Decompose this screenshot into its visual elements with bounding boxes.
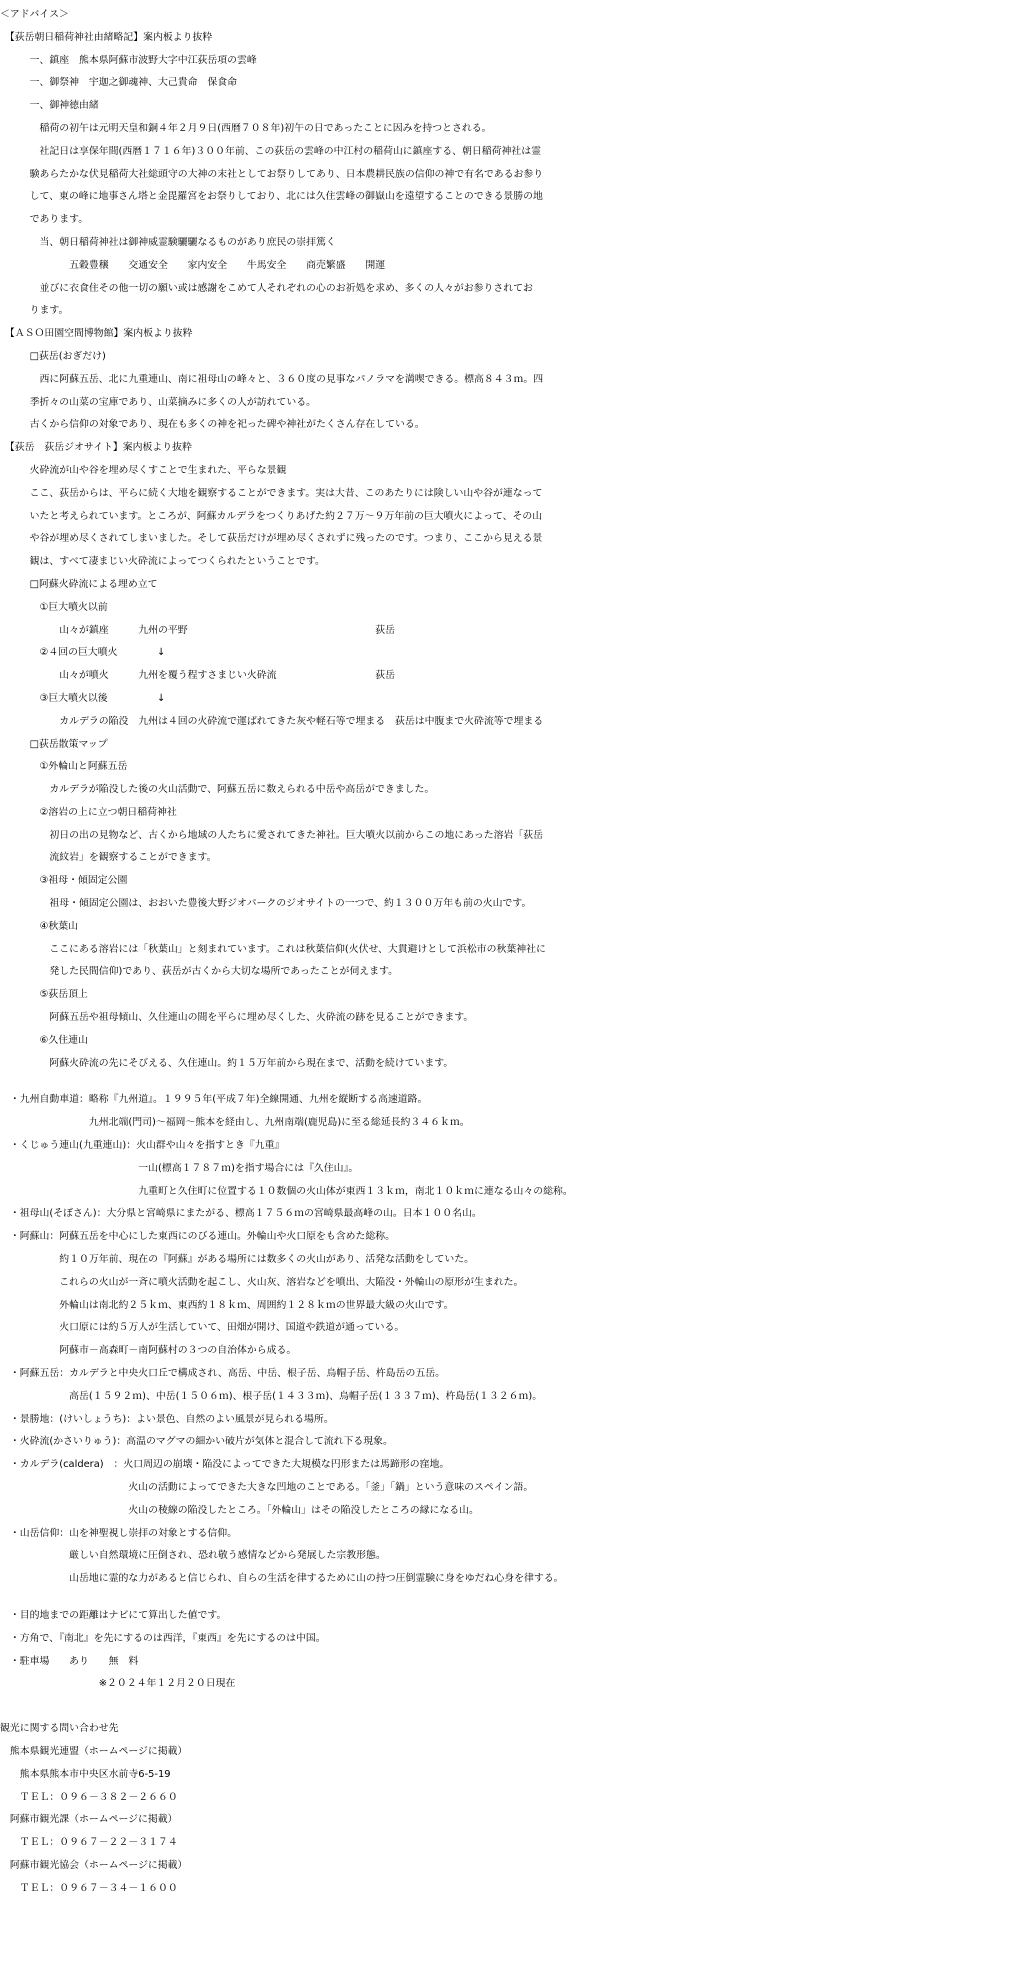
note-line: ・阿蘇五岳：カルデラと中央火口丘で構成され、高岳、中岳、根子岳、烏帽子岳、杵島岳の五岳。 (0, 1368, 445, 1380)
footer-note-line: ※２０２４年１２月２０日現在 (0, 1678, 236, 1690)
note-line: 外輪山は南北約２５ｋｍ、東西約１８ｋｍ、周囲約１２８ｋｍの世界最大級の火山です。 (0, 1299, 454, 1311)
text-line: 流紋岩」を観察することができます。 (0, 852, 217, 864)
text-line: ＜アドバイス＞ (0, 9, 69, 20)
text-line: して、東の峰に地事さん塔と金毘羅宮をお祭りしており、北には久住雲峰の御嶽山を遠望することのできる景勝の地 (0, 191, 543, 203)
text-line: 験あらたかな伏見稲荷大社総頭守の大神の末社としてお祭りしてあり、日本農耕民族の信仰の神で有名であるお参り (0, 168, 544, 180)
text-line: 稲荷の初午は元明天皇和銅４年２月９日(西暦７０８年)初午の日であったことに因みを持つとされる。 (0, 122, 492, 134)
text-line: 祖母・傾固定公園は、おおいた豊後大野ジオパークのジオサイトの一つで、約１３００万年も前の火山です。 (0, 898, 532, 910)
text-line: ③巨大噴火以後 ↓ (0, 692, 166, 704)
contact-line: ＴＥＬ：０９６７－２２－３１７４ (0, 1837, 178, 1849)
text-line: 五穀豊穣 交通安全 家内安全 牛馬安全 商売繁盛 開運 (0, 259, 386, 271)
text-line: や谷が埋め尽くされてしまいました。そして荻岳だけが埋め尽くされずに残ったのです。つまり、ここから見える景 (0, 533, 543, 545)
note-line: ・阿蘇山：阿蘇五岳を中心にした東西にのびる連山。外輪山や火口原をも含めた総称。 (0, 1231, 396, 1243)
text-line: 一、御祭神 宇迦之御魂神、大己貴命 保食命 (0, 77, 238, 89)
note-line: ・火砕流(かさいりゅう)：高温のマグマの細かい破片が気体と混合して流れ下る現象。 (0, 1436, 393, 1448)
general-notes (0, 1605, 1033, 1696)
contact-line: 熊本県熊本市中央区水前寺6-5-19 (0, 1768, 171, 1780)
note-line: これらの火山が一斉に噴火活動を起こし、火山灰、溶岩などを噴出、大陥没・外輪山の原形が生まれた。 (0, 1276, 524, 1288)
text-line: 古くから信仰の対象であり、現在も多くの神を祀った碑や神社がたくさん存在している。 (0, 419, 425, 431)
note-line: ・山岳信仰：山を神聖視し崇拝の対象とする信仰。 (0, 1527, 238, 1539)
text-line: ここにある溶岩には「秋葉山」と刻まれています。これは秋葉信仰(火伏せ、大貫避けとして浜松市の秋葉神社に (0, 943, 546, 955)
text-line: 社記日は享保年間(西暦１７１６年)３００年前、この荻岳の雲峰の中江村の稲荷山に鎮座する、朝日稲荷神社は霊 (0, 145, 541, 157)
contact-line: 熊本県観光連盟（ホームページに掲載） (0, 1745, 188, 1757)
note-line: ・くじゅう連山(九重連山)：火山群や山々を指すとき『九重』 (0, 1140, 285, 1152)
contact-line: ＴＥＬ：０９６７－３４－１６００ (0, 1882, 178, 1894)
note-line: 約１０万年前、現在の『阿蘇』がある場所には数多くの火山があり、活発な活動をしていた。 (0, 1254, 475, 1266)
text-line: 阿蘇火砕流の先にそびえる、久住連山。約１５万年前から現在まで、活動を続けています。 (0, 1057, 454, 1069)
text-line: ②溶岩の上に立つ朝日稲荷神社 (0, 806, 177, 818)
section-gap (0, 1591, 1033, 1605)
advice-section (0, 4, 1033, 1075)
text-line: カルデラが陥没した後の火山活動で、阿蘇五岳に数えられる中岳や高岳ができました。 (0, 784, 435, 796)
note-line: 火山の活動によってできた大きな凹地のことである。「釜」「鍋」という意味のスペイン語。 (0, 1482, 534, 1493)
text-line: ③祖母・傾固定公園 (0, 875, 128, 887)
text-line: 観は、すべて凄まじい火砕流によってつくられたということです。 (0, 556, 325, 568)
note-line: 一山(標高１７８７ｍ)を指す場合には『久住山』。 (0, 1162, 359, 1174)
text-line: 山々が噴火 九州を覆う程すさまじい火砕流 荻岳 (0, 670, 396, 682)
text-line: 季折々の山菜の宝庫であり、山菜摘みに多くの人が訪れている。 (0, 396, 317, 408)
text-line: であります。 (0, 214, 89, 226)
footer-note-line: ・駐車場 あり 無 料 (0, 1655, 139, 1667)
text-line: 発した民間信仰)であり、荻岳が古くから大切な場所であったことが伺えます。 (0, 966, 398, 978)
note-line: 高岳(１５９２ｍ)、中岳(１５０６ｍ)、根子岳(１４３３ｍ)、烏帽子岳(１３３７ｍ)、杵島岳(１３２６ｍ)。 (0, 1390, 543, 1402)
text-line: 一、鎮座 熊本県阿蘇市波野大字中江荻岳項の雲峰 (0, 54, 257, 66)
note-line: ・景勝地：(けいしょうち)：よい景色、自然のよい風景が見られる場所。 (0, 1413, 334, 1425)
text-line: ②４回の巨大噴火 ↓ (0, 647, 166, 659)
contact-line: 阿蘇市観光課（ホームページに掲載） (0, 1814, 178, 1826)
text-line: 【荻岳 荻岳ジオサイト】案内板より抜粋 (0, 442, 192, 454)
note-line: 阿蘇市－高森町－南阿蘇村の３つの自治体から成る。 (0, 1345, 297, 1357)
contact-line: ＴＥＬ：０９６－３８２－２６６０ (0, 1791, 178, 1803)
text-line: 山々が鎮座 九州の平野 荻岳 (0, 624, 396, 636)
text-line: ここ、荻岳からは、平らに続く大地を観察することができます。実は大昔、このあたりには険しい山や谷が連なって (0, 487, 543, 499)
glossary-notes (0, 1089, 1033, 1591)
note-line: ・祖母山(そぼさん)：大分県と宮崎県にまたがる、標高１７５６ｍの宮崎県最高峰の山。日本１００名山。 (0, 1208, 482, 1220)
contact-line: 観光に関する問い合わせ先 (0, 1723, 119, 1735)
text-line: □荻岳散策マップ (0, 738, 108, 750)
text-line: 当、朝日稲荷神社は御神威霊験驪驪なるものがあり庶民の崇拝篤く (0, 236, 336, 248)
footer-note-line: ・目的地までの距離はナビにて算出した値です。 (0, 1609, 227, 1621)
text-line: 一、御神徳由緒 (0, 100, 99, 112)
note-line: 火山の稜線の陥没したところ。「外輪山」はその陥没したところの縁になる山。 (0, 1504, 479, 1516)
contact-info (0, 1718, 1033, 1900)
note-line: 厳しい自然環境に圧倒され、恐れ敬う感情などから発展した宗教形態。 (0, 1550, 386, 1562)
text-line: ります。 (0, 305, 69, 317)
text-line: □荻岳(おぎだけ) (0, 350, 106, 362)
text-line: ④秋葉山 (0, 920, 78, 932)
text-line: □阿蘇火砕流による埋め立て (0, 578, 158, 590)
note-line: 九重町と久住町に位置する１０数個の火山体が東西１３ｋｍ，南北１０ｋｍに連なる山々の総称。 (0, 1185, 573, 1197)
section-gap (0, 1075, 1033, 1089)
footer-note-line: ・方角で、『南北』を先にするのは西洋，『東西』を先にするのは中国。 (0, 1632, 326, 1644)
note-line: ・カルデラ(caldera) ：火口周辺の崩壊・陥没によってできた大規模な円形または馬蹄形の窪地。 (0, 1459, 450, 1471)
text-line: 並びに衣食住その他一切の願い或は感謝をこめて人それぞれの心のお祈処を求め、多くの人々がお参りされてお (0, 282, 533, 294)
text-line: ①外輪山と阿蘇五岳 (0, 761, 128, 773)
text-line: 西に阿蘇五岳、北に九重連山、南に祖母山の峰々と、３６０度の見事なパノラマを満喫できる。標高８４３ｍ。四 (0, 373, 544, 385)
text-line: カルデラの陥没 九州は４回の火砕流で運ばれてきた灰や軽石等で埋まる 荻岳は中腹まで火砕流等で埋まる (0, 715, 544, 727)
contact-line: 阿蘇市観光協会（ホームページに掲載） (0, 1859, 188, 1871)
note-line: 山岳地に霊的な力があると信じられ、自らの生活を律するために山の持つ圧倒霊験に身をゆだね心身を律する。 (0, 1573, 564, 1585)
text-line: 阿蘇五岳や祖母傾山、久住連山の間を平らに埋め尽くした、火砕流の跡を見ることができます。 (0, 1012, 474, 1024)
note-line: ・九州自動車道：略称『九州道』。１９９５年(平成７年)全線開通、九州を縦断する高速道路。 (0, 1094, 428, 1106)
text-line: 火砕流が山や谷を埋め尽くすことで生まれた、平らな景観 (0, 464, 287, 476)
text-line: ⑤荻岳頂上 (0, 989, 88, 1001)
section-gap (0, 1696, 1033, 1718)
note-line: 火口原には約５万人が生活していて、田畑が開け、国道や鉄道が通っている。 (0, 1322, 405, 1334)
text-line: ①巨大噴火以前 (0, 601, 108, 613)
text-line: ⑥久住連山 (0, 1034, 88, 1046)
text-line: 【ＡＳＯ田園空間博物館】案内板より抜粋 (0, 328, 193, 340)
note-line: 九州北端(門司)～福岡～熊本を経由し、九州南端(鹿児島)に至る総延長約３４６ｋｍ。 (0, 1117, 470, 1129)
text-line: いたと考えられています。ところが、阿蘇カルデラをつくりあげた約２７万～９万年前の巨大噴火によって、その山 (0, 510, 543, 522)
text-line: 【荻岳朝日稲荷神社由緒略記】案内板より抜粋 (0, 31, 213, 43)
text-line: 初日の出の見物など、古くから地域の人たちに愛されてきた神社。巨大噴火以前からこの地にあった溶岩「荻岳 (0, 829, 544, 841)
